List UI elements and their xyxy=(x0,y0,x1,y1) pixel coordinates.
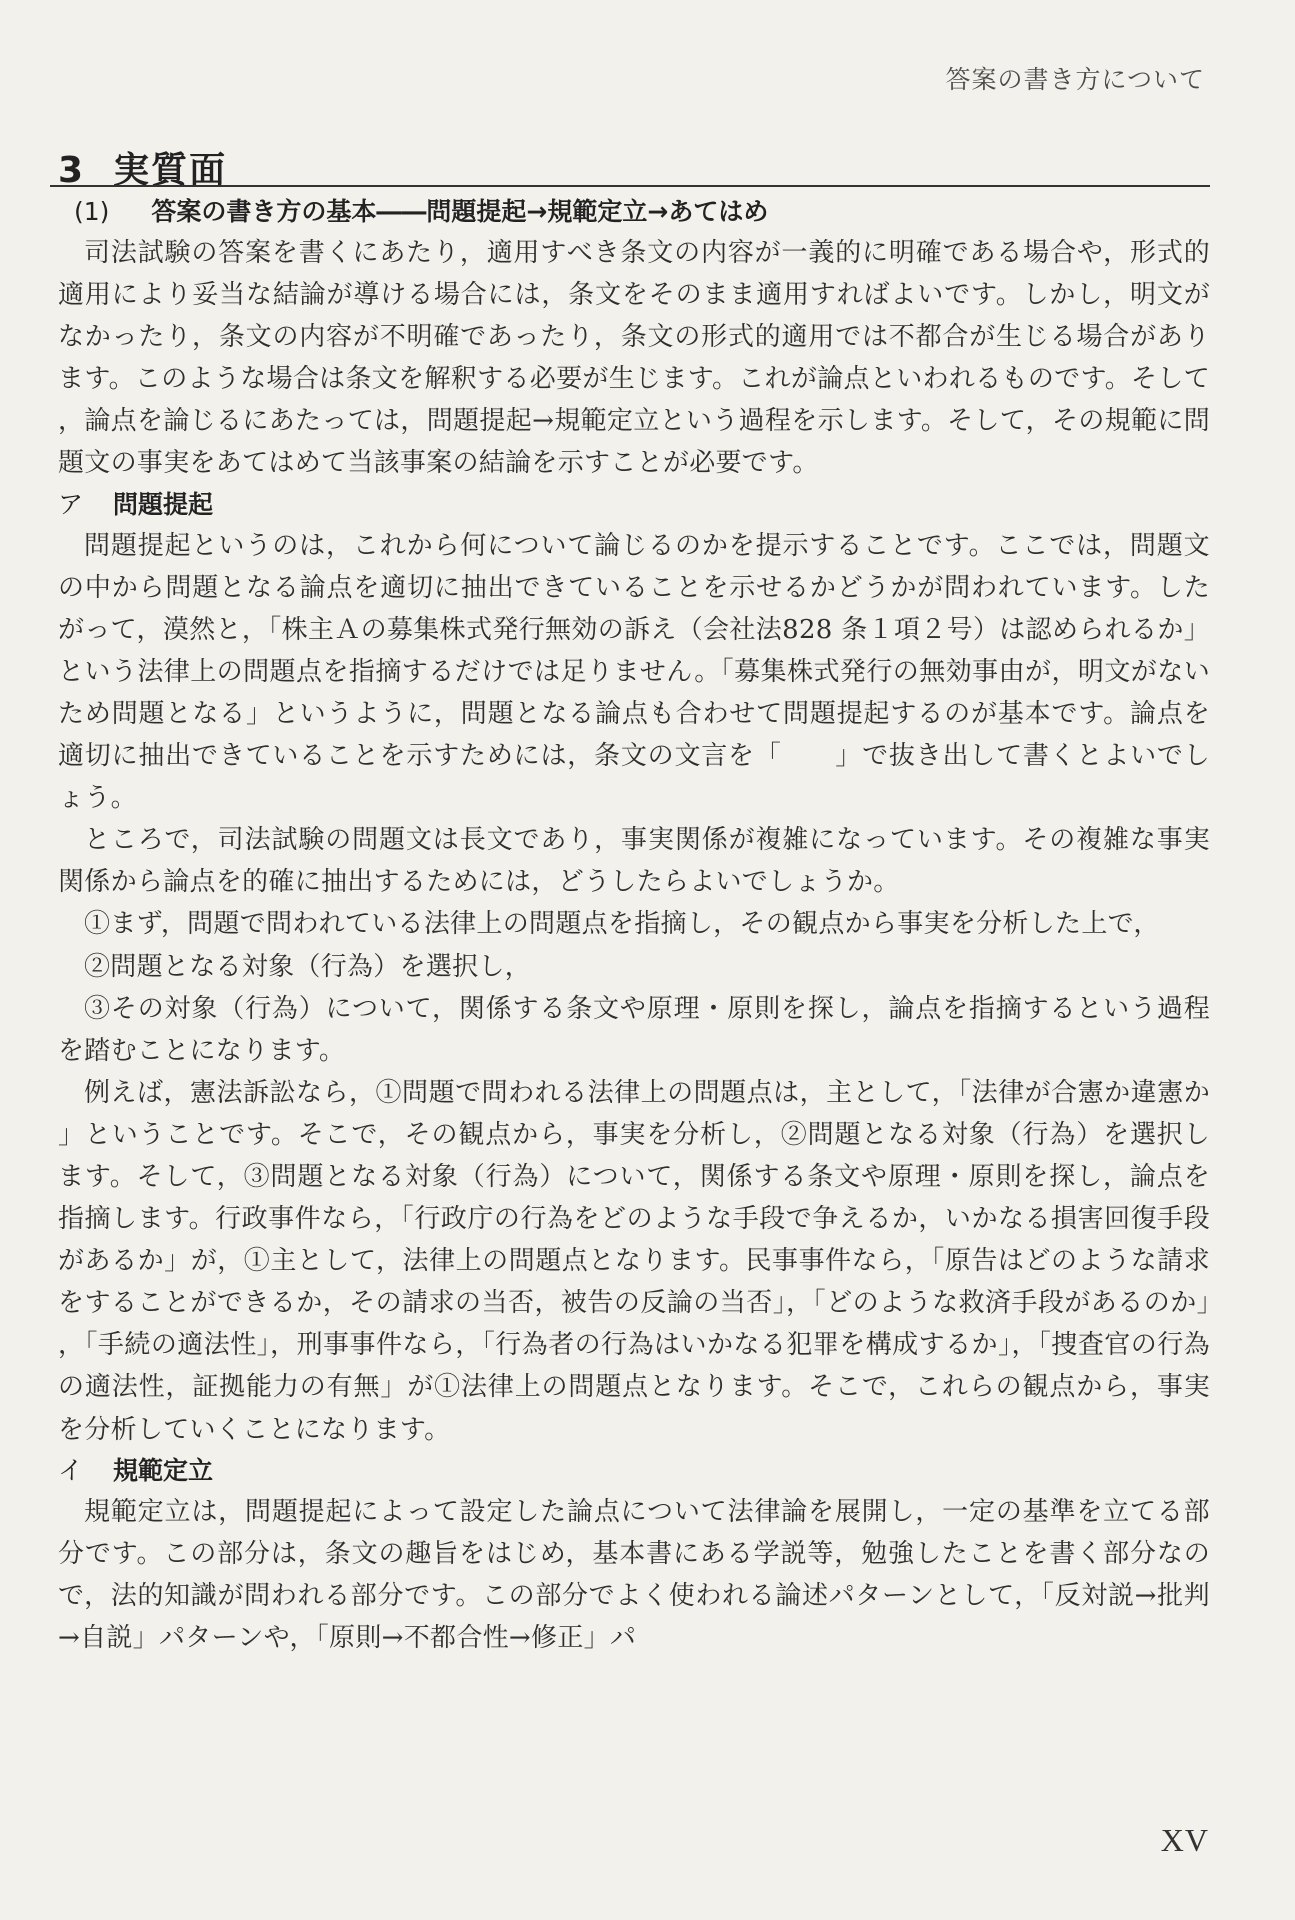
subsection-heading xyxy=(58,192,1210,232)
subsection-title: 答案の書き方の基本――問題提起→規範定立→あてはめ xyxy=(151,197,769,226)
part-a-step-2: ②問題となる対象（行為）を選択し， xyxy=(84,951,532,982)
running-head: 答案の書き方について xyxy=(945,65,1205,94)
part-i-title: 規範定立 xyxy=(113,1455,214,1485)
part-a-heading xyxy=(58,485,1210,525)
section-number: 3 xyxy=(58,150,86,191)
part-a-step-3: ③その対象（行為）について，関係する条文や原理・原則を探し，論点を指摘するという過程を踏むことになります。 xyxy=(58,993,1210,1066)
part-a-paragraph-2: ところで，司法試験の問題文は長文であり，事実関係が複雑になっています。その複雑な事実関係から論点を的確に抽出するためには，どうしたらよいでしょうか。 xyxy=(58,825,1210,898)
section-rule xyxy=(50,185,1210,187)
part-a-step-1: ①まず，問題で問われている法律上の問題点を指摘し，その観点から事実を分析した上で， xyxy=(84,909,1160,940)
part-i-heading xyxy=(58,1451,1210,1491)
part-i-paragraph-1: 規範定立は，問題提起によって設定した論点について法律論を展開し，一定の基準を立てる部分です。この部分は，条文の趣旨をはじめ，基本書にある学説等，勉強したことを書く部分なので，法的知識が問われる部分です。この部分でよく使われる論述パターンとして，「反対説→批判→自説」パターンや，「原則→不都合性→修正」パ xyxy=(58,1496,1210,1653)
part-a-paragraph-1: 問題提起というのは，これから何について論じるのかを提示することです。ここでは，問題文の中から問題となる論点を適切に抽出できていることを示せるかどうかが問われています。したがって，漠然と，「株主Ａの募集株式発行無効の訴え（会社法828 条１項２号）は認められるか」という法律上の問題点を指摘するだけでは足りません。「募集株式発行の無効事由が，明文がないため問題となる」というように，問題となる論点も合わせて問題提起するのが基本です。論点を適切に抽出できていることを示すためには，条文の文言を「 」で抜き出して書くとよいでしょう。 xyxy=(58,530,1210,814)
part-a-paragraph-3: 例えば，憲法訴訟なら，①問題で問われる法律上の問題点は，主として，「法律が合憲か違憲か」ということです。そこで，その観点から，事実を分析し，②問題となる対象（行為）を選択します。そして，③問題となる対象（行為）について，関係する条文や原理・原則を探し，論点を指摘します。行政事件なら，「行政庁の行為をどのような手段で争えるか，いかなる損害回復手段があるか」が，①主として，法律上の問題点となります。民事事件なら，「原告はどのような請求をすることができるか，その請求の当否，被告の反論の当否」，「どのような救済手段があるのか」，「手続の適法性」，刑事事件なら，「行為者の行為はいかなる犯罪を構成するか」，「捜査官の行為の適法性，証拠能力の有無」が①法律上の問題点となります。そこで，これらの観点から，事実を分析していくことになります。 xyxy=(58,1077,1210,1445)
page-number: XV xyxy=(1160,1822,1209,1858)
intro-paragraph: 司法試験の答案を書くにあたり，適用すべき条文の内容が一義的に明確である場合や，形式的適用により妥当な結論が導ける場合には，条文をそのまま適用すればよいです。しかし，明文がなかったり，条文の内容が不明確であったり，条文の形式的適用では不都合が生じる場合があります。このような場合は条文を解釈する必要が生じます。これが論点といわれるものです。そして，論点を論じるにあたっては，問題提起→規範定立という過程を示します。そして，その規範に問題文の事実をあてはめて当該事案の結論を示すことが必要です。 xyxy=(58,238,1210,479)
section-title-text: 実質面 xyxy=(113,150,228,191)
part-a-title: 問題提起 xyxy=(113,489,214,519)
subsection-mark: (1) xyxy=(74,197,110,226)
part-i-mark: イ xyxy=(58,1455,84,1485)
page-body xyxy=(58,192,1210,1659)
part-a-mark: ア xyxy=(58,489,84,519)
